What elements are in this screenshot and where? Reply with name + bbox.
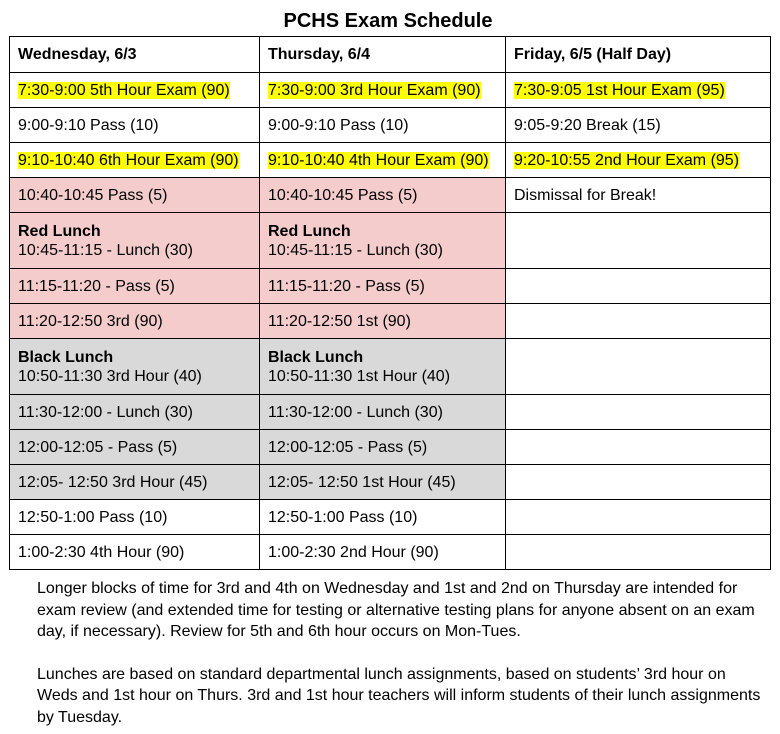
table-row [10, 304, 771, 339]
table-row [10, 430, 771, 465]
cell-wed [10, 143, 260, 178]
cell-thu [260, 143, 506, 178]
table-row [10, 73, 771, 108]
cell-fri [506, 304, 771, 339]
cell-wed [10, 213, 260, 269]
cell-text: 7:30-9:05 1st Hour Exam (95) [514, 81, 725, 99]
cell-fri [506, 339, 771, 395]
black-lunch-heading: Black Lunch [18, 348, 114, 366]
red-lunch-heading: Red Lunch [18, 222, 101, 240]
exam-schedule-table [9, 36, 771, 570]
cell-thu: 12:05- 12:50 1st Hour (45) [260, 465, 506, 500]
cell-text: 10:50-11:30 3rd Hour (40) [18, 367, 202, 385]
cell-fri [506, 465, 771, 500]
cell-fri [506, 213, 771, 269]
header-friday: Friday, 6/5 (Half Day) [506, 37, 771, 73]
table-row [10, 395, 771, 430]
cell-thu [260, 73, 506, 108]
cell-thu: 12:00-12:05 - Pass (5) [260, 430, 506, 465]
cell-text: 7:30-9:00 3rd Hour Exam (90) [268, 81, 481, 99]
cell-wed: 12:00-12:05 - Pass (5) [10, 430, 260, 465]
note-lunch-assignments: Lunches are based on standard departmental lunch assignments, based on students’ 3rd hour on Weds and 1st hour on Thurs. 3rd and 1st hour teachers will inform students of their lunch assignments by Tuesday. [37, 665, 761, 726]
table-row [10, 178, 771, 213]
cell-fri: 9:05-9:20 Break (15) [506, 108, 771, 143]
table-row [10, 500, 771, 535]
table-row [10, 465, 771, 500]
table-row [10, 269, 771, 304]
cell-thu: 10:40-10:45 Pass (5) [260, 178, 506, 213]
cell-text: 9:20-10:55 2nd Hour Exam (95) [514, 151, 740, 169]
cell-wed: 12:50-1:00 Pass (10) [10, 500, 260, 535]
cell-thu: 11:20-12:50 1st (90) [260, 304, 506, 339]
red-lunch-heading: Red Lunch [268, 222, 351, 240]
cell-thu [260, 339, 506, 395]
table-row [10, 535, 771, 570]
table-row [10, 143, 771, 178]
cell-text: 10:50-11:30 1st Hour (40) [268, 367, 451, 385]
cell-text: 10:45-11:15 - Lunch (30) [268, 241, 443, 259]
note-exam-review: Longer blocks of time for 3rd and 4th on Wednesday and 1st and 2nd on Thursday are intended for exam review (and extended time for testing or alternative testing plans for anyone absent on an exam day, if necessary). Review for 5th and 6th hour occurs on Mon-Tues. [37, 580, 755, 640]
cell-wed: 11:30-12:00 - Lunch (30) [10, 395, 260, 430]
cell-text: 9:10-10:40 4th Hour Exam (90) [268, 151, 489, 169]
table-header-row [10, 37, 771, 73]
cell-thu: 11:30-12:00 - Lunch (30) [260, 395, 506, 430]
table-row [10, 213, 771, 269]
cell-wed: 1:00-2:30 4th Hour (90) [10, 535, 260, 570]
cell-fri: Dismissal for Break! [506, 178, 771, 213]
page-title: PCHS Exam Schedule [283, 10, 493, 32]
cell-fri [506, 143, 771, 178]
cell-fri [506, 269, 771, 304]
cell-wed: 9:00-9:10 Pass (10) [10, 108, 260, 143]
cell-text: 9:10-10:40 6th Hour Exam (90) [18, 151, 239, 169]
cell-text: 10:45-11:15 - Lunch (30) [18, 241, 193, 259]
cell-fri [506, 500, 771, 535]
header-thursday: Thursday, 6/4 [260, 37, 506, 73]
cell-text: 7:30-9:00 5th Hour Exam (90) [18, 81, 230, 99]
table-row [10, 339, 771, 395]
cell-thu: 12:50-1:00 Pass (10) [260, 500, 506, 535]
cell-wed: 10:40-10:45 Pass (5) [10, 178, 260, 213]
header-wednesday: Wednesday, 6/3 [10, 37, 260, 73]
cell-wed [10, 339, 260, 395]
table-row [10, 108, 771, 143]
cell-wed: 12:05- 12:50 3rd Hour (45) [10, 465, 260, 500]
cell-fri [506, 73, 771, 108]
cell-wed [10, 73, 260, 108]
cell-thu [260, 213, 506, 269]
cell-thu: 11:15-11:20 - Pass (5) [260, 269, 506, 304]
cell-thu: 9:00-9:10 Pass (10) [260, 108, 506, 143]
black-lunch-heading: Black Lunch [268, 348, 364, 366]
cell-fri [506, 535, 771, 570]
cell-fri [506, 430, 771, 465]
cell-thu: 1:00-2:30 2nd Hour (90) [260, 535, 506, 570]
cell-fri [506, 395, 771, 430]
cell-wed: 11:20-12:50 3rd (90) [10, 304, 260, 339]
cell-wed: 11:15-11:20 - Pass (5) [10, 269, 260, 304]
schedule-notes [37, 578, 767, 728]
